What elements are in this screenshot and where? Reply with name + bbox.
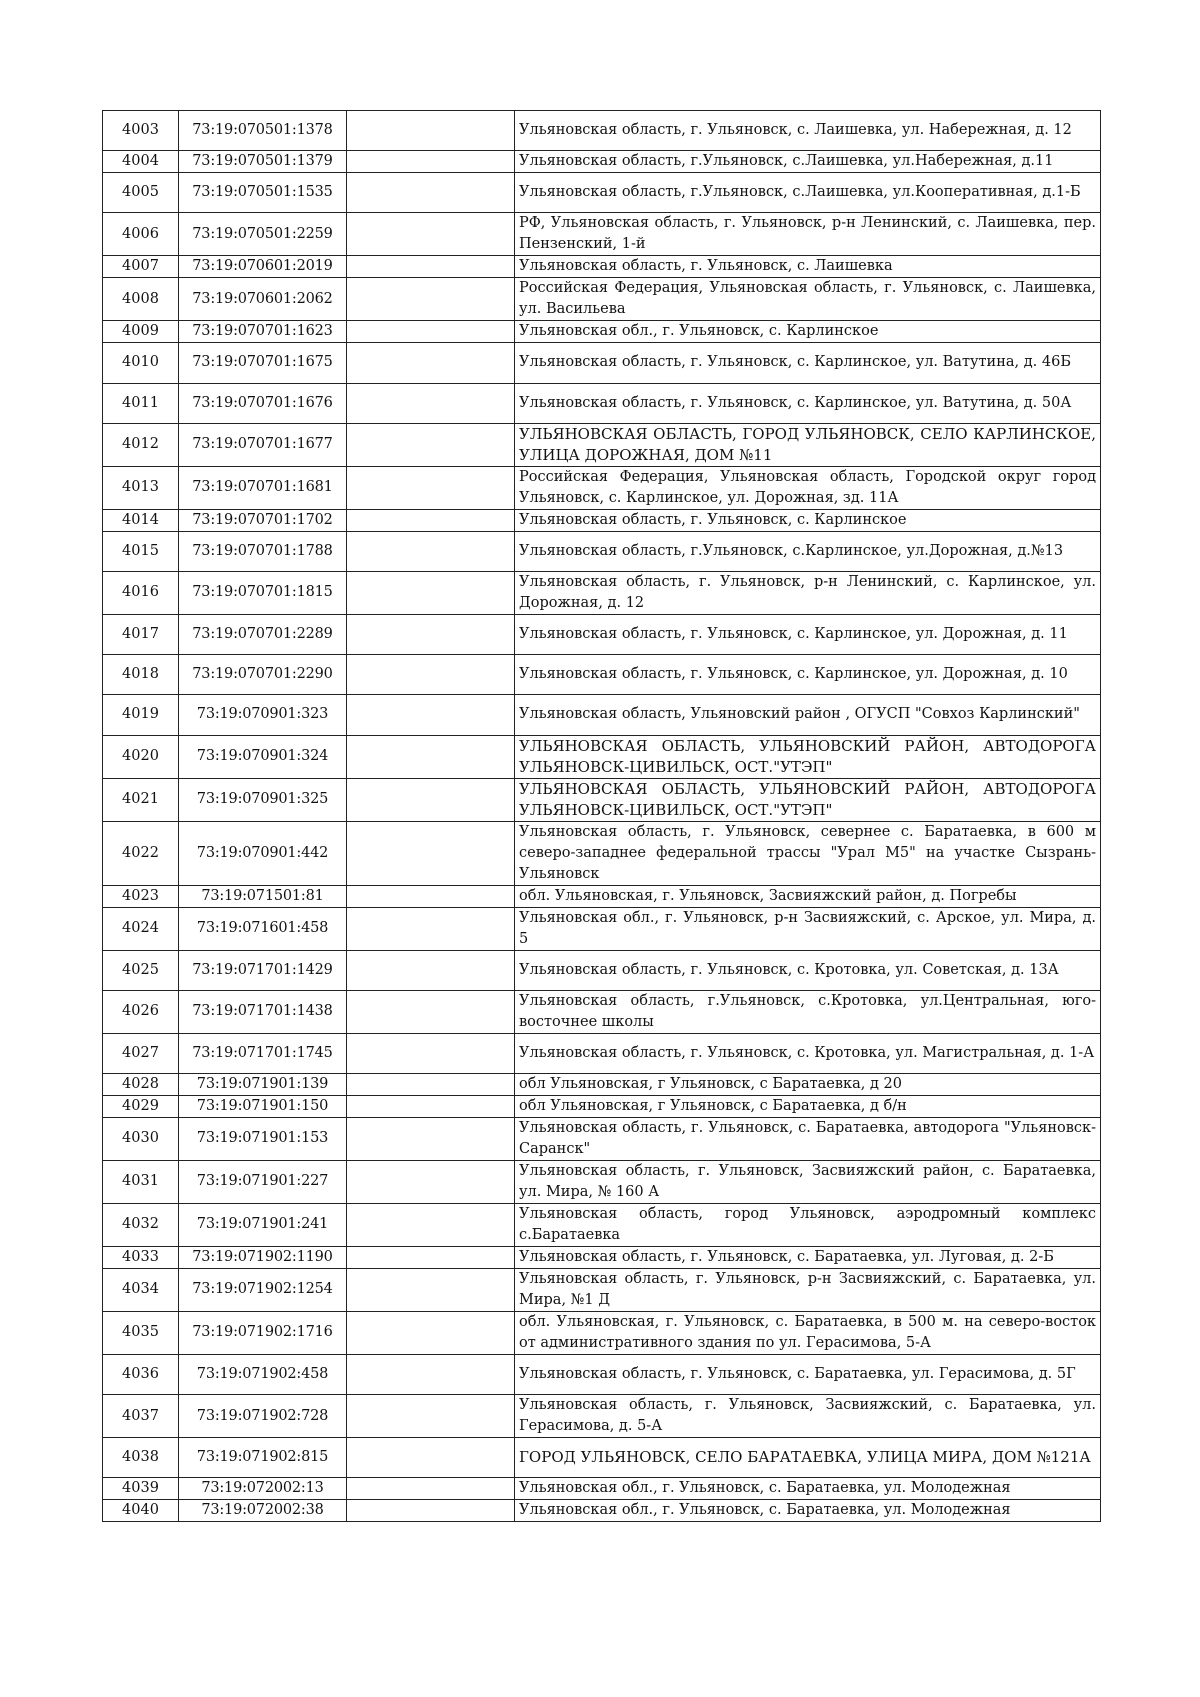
- empty-cell: [347, 1311, 515, 1354]
- row-number: 4005: [103, 173, 179, 213]
- address-cell: Ульяновская область, г.Ульяновск, с.Лаишевка, ул.Кооперативная, д.1-Б: [515, 173, 1101, 213]
- empty-cell: [347, 1354, 515, 1394]
- address-cell: Ульяновская область, Ульяновский район , ОГУСП "Совхоз Карлинский": [515, 695, 1101, 735]
- table-row: [103, 1478, 1101, 1500]
- empty-cell: [347, 1203, 515, 1246]
- table-row: [103, 1033, 1101, 1073]
- row-number: 4003: [103, 111, 179, 151]
- address-cell: УЛЬЯНОВСКАЯ ОБЛАСТЬ, УЛЬЯНОВСКИЙ РАЙОН, АВТОДОРОГА УЛЬЯНОВСК-ЦИВИЛЬСК, ОСТ."УТЭП": [515, 735, 1101, 778]
- empty-cell: [347, 735, 515, 778]
- cadastral-number: 73:19:070701:1623: [179, 321, 347, 343]
- row-number: 4009: [103, 321, 179, 343]
- row-number: 4038: [103, 1438, 179, 1478]
- empty-cell: [347, 466, 515, 509]
- row-number: 4011: [103, 383, 179, 423]
- cadastral-number: 73:19:071902:458: [179, 1354, 347, 1394]
- cadastral-number: 73:19:071901:150: [179, 1095, 347, 1117]
- address-cell: Ульяновская область, г. Ульяновск, с. Лаишевка: [515, 256, 1101, 278]
- cadastral-number: 73:19:071901:139: [179, 1073, 347, 1095]
- cadastral-number: 73:19:070901:442: [179, 821, 347, 885]
- empty-cell: [347, 1073, 515, 1095]
- empty-cell: [347, 1438, 515, 1478]
- table-row: [103, 1438, 1101, 1478]
- address-cell: Ульяновская обл., г. Ульяновск, с. Баратаевка, ул. Молодежная: [515, 1500, 1101, 1522]
- address-cell: обл Ульяновская, г Ульяновск, с Баратаевка, д б/н: [515, 1095, 1101, 1117]
- cadastral-number: 73:19:070501:1379: [179, 151, 347, 173]
- table-row: [103, 111, 1101, 151]
- address-cell: Ульяновская область, г. Ульяновск, с. Лаишевка, ул. Набережная, д. 12: [515, 111, 1101, 151]
- table-row: [103, 151, 1101, 173]
- address-cell: Ульяновская область, г.Ульяновск, с.Кротовка, ул.Центральная, юго-восточнее школы: [515, 990, 1101, 1033]
- empty-cell: [347, 614, 515, 654]
- table-row: [103, 1354, 1101, 1394]
- row-number: 4014: [103, 509, 179, 531]
- address-cell: УЛЬЯНОВСКАЯ ОБЛАСТЬ, ГОРОД УЛЬЯНОВСК, СЕЛО КАРЛИНСКОЕ, УЛИЦА ДОРОЖНАЯ, ДОМ №11: [515, 423, 1101, 466]
- table-row: [103, 885, 1101, 907]
- row-number: 4022: [103, 821, 179, 885]
- address-cell: обл. Ульяновская, г. Ульяновск, Засвияжский район, д. Погребы: [515, 885, 1101, 907]
- cadastral-number: 73:19:072002:38: [179, 1500, 347, 1522]
- cadastral-number: 73:19:070501:1535: [179, 173, 347, 213]
- address-cell: Ульяновская область, г. Ульяновск, с. Баратаевка, ул. Герасимова, д. 5Г: [515, 1354, 1101, 1394]
- cadastral-number: 73:19:070701:1675: [179, 343, 347, 383]
- table-row: [103, 1095, 1101, 1117]
- table-row: [103, 278, 1101, 321]
- empty-cell: [347, 1246, 515, 1268]
- cadastral-number: 73:19:070901:323: [179, 695, 347, 735]
- address-cell: УЛЬЯНОВСКАЯ ОБЛАСТЬ, УЛЬЯНОВСКИЙ РАЙОН, АВТОДОРОГА УЛЬЯНОВСК-ЦИВИЛЬСК, ОСТ."УТЭП": [515, 778, 1101, 821]
- table-row: [103, 1268, 1101, 1311]
- empty-cell: [347, 821, 515, 885]
- empty-cell: [347, 655, 515, 695]
- table-row: [103, 531, 1101, 571]
- address-cell: Ульяновская область, г.Ульяновск, с.Лаишевка, ул.Набережная, д.11: [515, 151, 1101, 173]
- table-row: [103, 509, 1101, 531]
- cadastral-number: 73:19:071902:1190: [179, 1246, 347, 1268]
- table-row: [103, 1203, 1101, 1246]
- address-cell: Ульяновская область, г. Ульяновск, Засвияжский, с. Баратаевка, ул. Герасимова, д. 5-А: [515, 1395, 1101, 1438]
- row-number: 4032: [103, 1203, 179, 1246]
- table-row: [103, 321, 1101, 343]
- empty-cell: [347, 885, 515, 907]
- empty-cell: [347, 321, 515, 343]
- address-cell: Ульяновская область, г. Ульяновск, Засвияжский район, с. Баратаевка, ул. Мира, № 160 А: [515, 1160, 1101, 1203]
- table-row: [103, 1395, 1101, 1438]
- row-number: 4030: [103, 1117, 179, 1160]
- address-cell: Ульяновская область, г. Ульяновск, севернее с. Баратаевка, в 600 м северо-западнее федеральной трассы "Урал М5" на участке Сызрань-Ульяновск: [515, 821, 1101, 885]
- row-number: 4040: [103, 1500, 179, 1522]
- table-row: [103, 1160, 1101, 1203]
- cadastral-number: 73:19:070701:1676: [179, 383, 347, 423]
- address-cell: Ульяновская обл., г. Ульяновск, с. Баратаевка, ул. Молодежная: [515, 1478, 1101, 1500]
- empty-cell: [347, 1095, 515, 1117]
- empty-cell: [347, 278, 515, 321]
- empty-cell: [347, 1500, 515, 1522]
- table-row: [103, 256, 1101, 278]
- empty-cell: [347, 509, 515, 531]
- empty-cell: [347, 256, 515, 278]
- table-row: [103, 614, 1101, 654]
- row-number: 4008: [103, 278, 179, 321]
- cadastral-number: 73:19:071902:815: [179, 1438, 347, 1478]
- row-number: 4019: [103, 695, 179, 735]
- address-cell: Российская Федерация, Ульяновская область, г. Ульяновск, с. Лаишевка, ул. Васильева: [515, 278, 1101, 321]
- row-number: 4021: [103, 778, 179, 821]
- address-cell: обл Ульяновская, г Ульяновск, с Баратаевка, д 20: [515, 1073, 1101, 1095]
- row-number: 4035: [103, 1311, 179, 1354]
- cadastral-number: 73:19:070701:1815: [179, 571, 347, 614]
- cadastral-number: 73:19:070701:1788: [179, 531, 347, 571]
- row-number: 4013: [103, 466, 179, 509]
- cadastral-number: 73:19:070501:1378: [179, 111, 347, 151]
- row-number: 4025: [103, 950, 179, 990]
- table-row: [103, 1246, 1101, 1268]
- table-row: [103, 343, 1101, 383]
- table-row: [103, 778, 1101, 821]
- address-cell: Ульяновская область, г. Ульяновск, с. Кротовка, ул. Магистральная, д. 1-А: [515, 1033, 1101, 1073]
- address-cell: Ульяновская область, г. Ульяновск, с. Кротовка, ул. Советская, д. 13А: [515, 950, 1101, 990]
- address-cell: Ульяновская область, г. Ульяновск, с. Карлинское, ул. Ватутина, д. 46Б: [515, 343, 1101, 383]
- table-row: [103, 950, 1101, 990]
- row-number: 4027: [103, 1033, 179, 1073]
- table-row: [103, 990, 1101, 1033]
- row-number: 4007: [103, 256, 179, 278]
- row-number: 4017: [103, 614, 179, 654]
- row-number: 4004: [103, 151, 179, 173]
- table-row: [103, 173, 1101, 213]
- cadastral-number: 73:19:070701:1702: [179, 509, 347, 531]
- row-number: 4026: [103, 990, 179, 1033]
- empty-cell: [347, 1478, 515, 1500]
- cadastral-number: 73:19:071902:1716: [179, 1311, 347, 1354]
- address-cell: Ульяновская область, г. Ульяновск, с. Карлинское, ул. Дорожная, д. 11: [515, 614, 1101, 654]
- address-cell: Ульяновская область, город Ульяновск, аэродромный комплекс с.Баратаевка: [515, 1203, 1101, 1246]
- land-plot-registry-table: [102, 110, 1101, 1522]
- empty-cell: [347, 423, 515, 466]
- empty-cell: [347, 1033, 515, 1073]
- empty-cell: [347, 950, 515, 990]
- row-number: 4018: [103, 655, 179, 695]
- empty-cell: [347, 907, 515, 950]
- cadastral-number: 73:19:070601:2019: [179, 256, 347, 278]
- cadastral-number: 73:19:071901:241: [179, 1203, 347, 1246]
- table-row: [103, 1073, 1101, 1095]
- row-number: 4012: [103, 423, 179, 466]
- empty-cell: [347, 1117, 515, 1160]
- address-cell: обл. Ульяновская, г. Ульяновск, с. Баратаевка, в 500 м. на северо-восток от административного здания по ул. Герасимова, 5-А: [515, 1311, 1101, 1354]
- empty-cell: [347, 531, 515, 571]
- cadastral-number: 73:19:071701:1429: [179, 950, 347, 990]
- cadastral-number: 73:19:070501:2259: [179, 213, 347, 256]
- empty-cell: [347, 111, 515, 151]
- address-cell: РФ, Ульяновская область, г. Ульяновск, р-н Ленинский, с. Лаишевка, пер. Пензенский, 1-й: [515, 213, 1101, 256]
- row-number: 4024: [103, 907, 179, 950]
- row-number: 4020: [103, 735, 179, 778]
- table-row: [103, 213, 1101, 256]
- empty-cell: [347, 990, 515, 1033]
- address-cell: ГОРОД УЛЬЯНОВСК, СЕЛО БАРАТАЕВКА, УЛИЦА МИРА, ДОМ №121А: [515, 1438, 1101, 1478]
- empty-cell: [347, 1395, 515, 1438]
- cadastral-number: 73:19:071601:458: [179, 907, 347, 950]
- cadastral-number: 73:19:072002:13: [179, 1478, 347, 1500]
- empty-cell: [347, 151, 515, 173]
- empty-cell: [347, 695, 515, 735]
- address-cell: Ульяновская область, г. Ульяновск, с. Баратаевка, автодорога "Ульяновск-Саранск": [515, 1117, 1101, 1160]
- row-number: 4036: [103, 1354, 179, 1394]
- cadastral-number: 73:19:070701:2290: [179, 655, 347, 695]
- row-number: 4034: [103, 1268, 179, 1311]
- cadastral-number: 73:19:071901:153: [179, 1117, 347, 1160]
- empty-cell: [347, 1268, 515, 1311]
- row-number: 4023: [103, 885, 179, 907]
- table-row: [103, 383, 1101, 423]
- cadastral-number: 73:19:070701:1681: [179, 466, 347, 509]
- address-cell: Ульяновская область, г. Ульяновск, с. Карлинское, ул. Дорожная, д. 10: [515, 655, 1101, 695]
- table-row: [103, 571, 1101, 614]
- cadastral-number: 73:19:070901:324: [179, 735, 347, 778]
- cadastral-number: 73:19:070601:2062: [179, 278, 347, 321]
- empty-cell: [347, 173, 515, 213]
- table-body: [103, 111, 1101, 1522]
- cadastral-number: 73:19:070901:325: [179, 778, 347, 821]
- cadastral-number: 73:19:071902:728: [179, 1395, 347, 1438]
- cadastral-number: 73:19:071501:81: [179, 885, 347, 907]
- address-cell: Ульяновская область, г. Ульяновск, р-н Засвияжский, с. Баратаевка, ул. Мира, №1 Д: [515, 1268, 1101, 1311]
- address-cell: Ульяновская область, г. Ульяновск, с. Карлинское: [515, 509, 1101, 531]
- empty-cell: [347, 343, 515, 383]
- cadastral-number: 73:19:071901:227: [179, 1160, 347, 1203]
- address-cell: Российская Федерация, Ульяновская область, Городской округ город Ульяновск, с. Карлинское, ул. Дорожная, зд. 11А: [515, 466, 1101, 509]
- row-number: 4029: [103, 1095, 179, 1117]
- table-row: [103, 695, 1101, 735]
- cadastral-number: 73:19:071701:1438: [179, 990, 347, 1033]
- table-row: [103, 1311, 1101, 1354]
- row-number: 4010: [103, 343, 179, 383]
- empty-cell: [347, 778, 515, 821]
- address-cell: Ульяновская область, г.Ульяновск, с.Карлинское, ул.Дорожная, д.№13: [515, 531, 1101, 571]
- address-cell: Ульяновская область, г. Ульяновск, р-н Ленинский, с. Карлинское, ул. Дорожная, д. 12: [515, 571, 1101, 614]
- cadastral-number: 73:19:070701:1677: [179, 423, 347, 466]
- row-number: 4006: [103, 213, 179, 256]
- cadastral-number: 73:19:071902:1254: [179, 1268, 347, 1311]
- address-cell: Ульяновская обл., г. Ульяновск, р-н Засвияжский, с. Арское, ул. Мира, д. 5: [515, 907, 1101, 950]
- cadastral-number: 73:19:071701:1745: [179, 1033, 347, 1073]
- table-row: [103, 466, 1101, 509]
- row-number: 4033: [103, 1246, 179, 1268]
- empty-cell: [347, 571, 515, 614]
- table-row: [103, 423, 1101, 466]
- row-number: 4028: [103, 1073, 179, 1095]
- address-cell: Ульяновская обл., г. Ульяновск, с. Карлинское: [515, 321, 1101, 343]
- document-page: [102, 110, 1100, 1522]
- row-number: 4015: [103, 531, 179, 571]
- row-number: 4016: [103, 571, 179, 614]
- table-row: [103, 735, 1101, 778]
- empty-cell: [347, 383, 515, 423]
- cadastral-number: 73:19:070701:2289: [179, 614, 347, 654]
- table-row: [103, 821, 1101, 885]
- empty-cell: [347, 1160, 515, 1203]
- row-number: 4031: [103, 1160, 179, 1203]
- table-row: [103, 1117, 1101, 1160]
- address-cell: Ульяновская область, г. Ульяновск, с. Баратаевка, ул. Луговая, д. 2-Б: [515, 1246, 1101, 1268]
- table-row: [103, 655, 1101, 695]
- row-number: 4037: [103, 1395, 179, 1438]
- table-row: [103, 907, 1101, 950]
- empty-cell: [347, 213, 515, 256]
- address-cell: Ульяновская область, г. Ульяновск, с. Карлинское, ул. Ватутина, д. 50А: [515, 383, 1101, 423]
- row-number: 4039: [103, 1478, 179, 1500]
- table-row: [103, 1500, 1101, 1522]
